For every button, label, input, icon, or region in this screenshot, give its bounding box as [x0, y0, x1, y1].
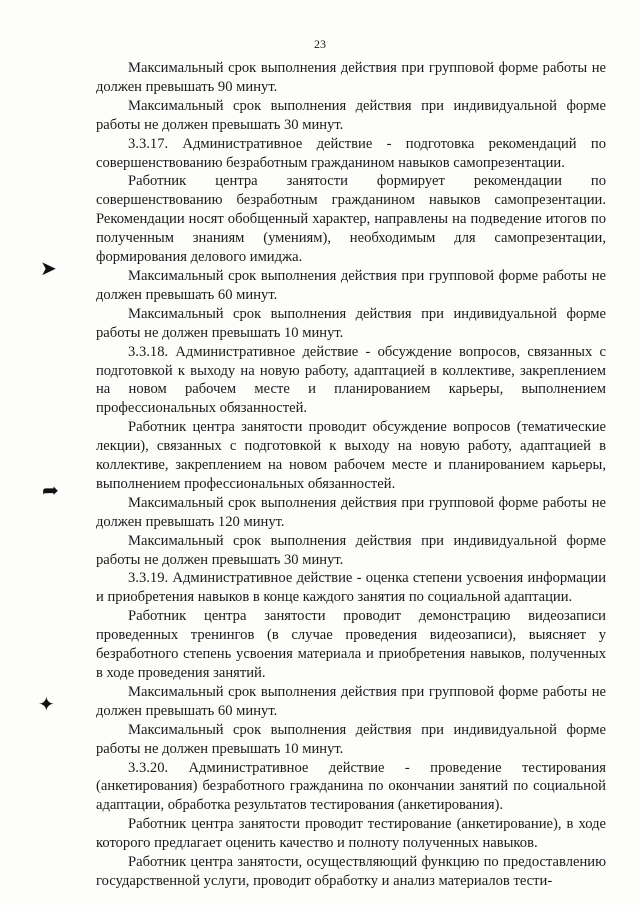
- paragraph: Максимальный срок выполнения действия при групповой форме работы не должен превышать 120 минут.: [96, 494, 606, 530]
- margin-mark-icon: ➤: [40, 256, 57, 280]
- paragraph: Максимальный срок выполнения действия при групповой форме работы не должен превышать 60 минут.: [96, 267, 606, 303]
- paragraph: Работник центра занятости проводит демонстрацию видеозаписи проведенных тренингов (в случае проведения видеозаписи), выясняет у безработного степень усвоения материала и приобретения навыков, полученных в ходе проведения занятий.: [96, 608, 606, 681]
- paragraph: Максимальный срок выполнения действия при групповой форме работы не должен превышать 60 минут.: [96, 683, 606, 719]
- paragraph: Работник центра занятости проводит обсуждение вопросов (тематические лекции), связанных с подготовкой к выходу на новую работу, адаптацией в коллективе, закреплением на новом рабочем месте и планированием карьеры, выполнением профессиональных обязанностей.: [96, 419, 606, 492]
- paragraph: 3.3.19. Административное действие - оценка степени усвоения информации и приобретения навыков в конце каждого занятия по социальной адаптации.: [96, 570, 606, 606]
- margin-mark-icon: ✦: [38, 692, 55, 716]
- paragraph: Максимальный срок выполнения действия при индивидуальной форме работы не должен превышать 10 минут.: [96, 721, 606, 757]
- page-number: 23: [314, 37, 326, 51]
- body-text: [96, 59, 606, 891]
- paragraph: 3.3.17. Административное действие - подготовка рекомендаций по совершенствованию безработным гражданином навыков самопрезентации.: [96, 135, 606, 171]
- paragraph: Работник центра занятости проводит тестирование (анкетирование), в ходе которого предлагает оценить качество и полноту полученных навыков.: [96, 816, 606, 852]
- paragraph: 3.3.18. Административное действие - обсуждение вопросов, связанных с подготовкой к выходу на новую работу, адаптацией в коллективе, закреплением на новом рабочем месте и планированием карьеры, выполнением профессиональных обязанностей.: [96, 343, 606, 417]
- margin-mark-icon: ➦: [42, 478, 59, 502]
- paragraph: Работник центра занятости формирует рекомендации по совершенствованию безработным гражданином навыков самопрезентации. Рекомендации носят обобщенный характер, направлены на подведение итогов по полученным знаниям (умениям), необходимым для самопрезентации, формирования делового имиджа.: [96, 173, 606, 266]
- paragraph: 3.3.20. Административное действие - проведение тестирования (анкетирования) безработного гражданина по окончании занятий по социальной адаптации, обработка результатов тестирования (анкетирования).: [96, 759, 606, 814]
- paragraph: Максимальный срок выполнения действия при групповой форме работы не должен превышать 90 минут.: [96, 60, 606, 95]
- paragraph: Максимальный срок выполнения действия при индивидуальной форме работы не должен превышать 10 минут.: [96, 305, 606, 341]
- paragraph: Работник центра занятости, осуществляющий функцию по предоставлению государственной услуги, проводит обработку и анализ материалов тести-: [96, 854, 606, 889]
- paragraph: Максимальный срок выполнения действия при индивидуальной форме работы не должен превышать 30 минут.: [96, 532, 606, 568]
- paragraph: Максимальный срок выполнения действия при индивидуальной форме работы не должен превышать 30 минут.: [96, 97, 606, 133]
